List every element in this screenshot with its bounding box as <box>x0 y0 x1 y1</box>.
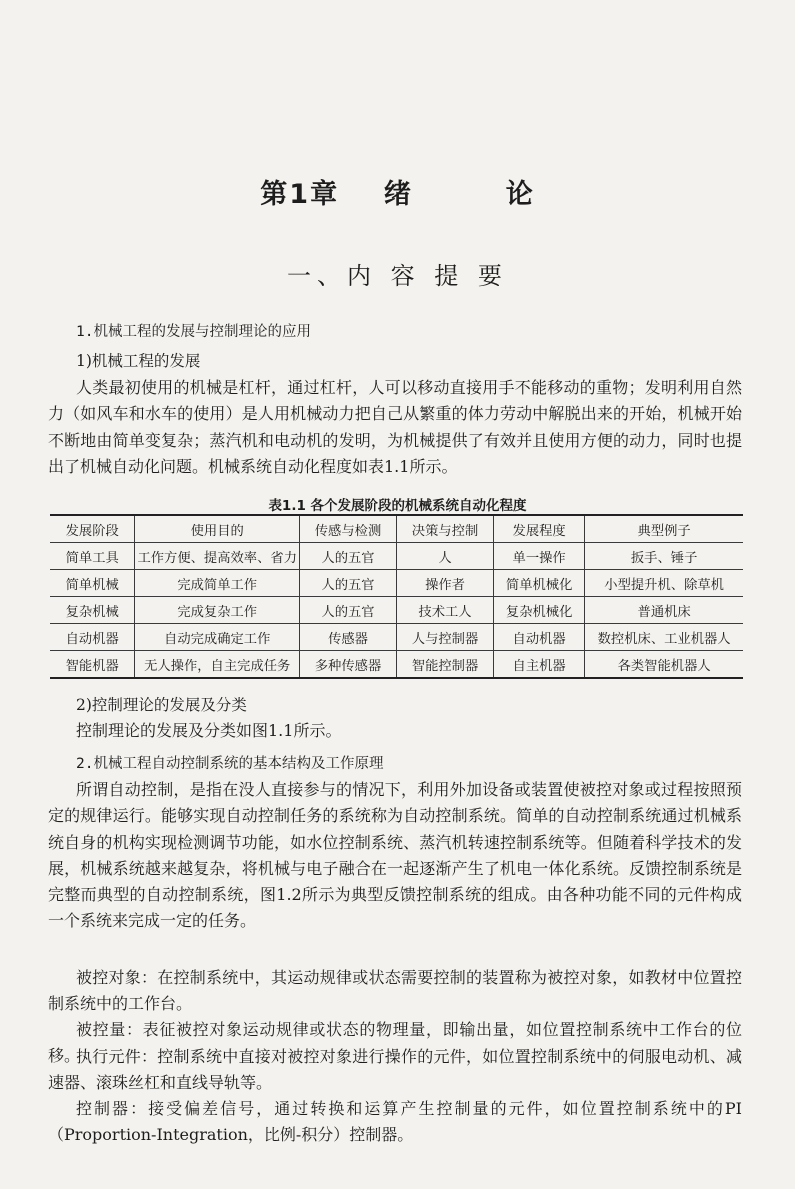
table-cell: 自动机器 <box>494 624 585 651</box>
table-cell: 技术工人 <box>397 597 494 624</box>
paragraph-2: 控制理论的发展及分类如图1.1所示。 <box>76 721 342 740</box>
table-cell: 完成复杂工作 <box>135 597 300 624</box>
paragraph-6: 执行元件：控制系统中直接对被控对象进行操作的元件，如位置控制系统中的伺服电动机、减速器、滚珠丝杠和直线导轨等。 <box>48 1047 742 1093</box>
table-cell: 人的五官 <box>300 543 397 570</box>
table-header-cell: 典型例子 <box>585 515 743 543</box>
heading-1: 1.机械工程的发展与控制理论的应用 <box>76 324 311 340</box>
paragraph-1: 人类最初使用的机械是杠杆，通过杠杆，人可以移动直接用手不能移动的重物；发明利用自然力（如风车和水车的使用）是人用机械动力把自己从繁重的体力劳动中解脱出来的开始，机械开始不断地由简单变复杂；蒸汽机和电动机的发明，为机械提供了有效并且使用方便的动力，同时也提出了机械自动化问题。机械系统自动化程度如表1.1所示。 <box>48 378 742 476</box>
table-header-cell: 传感与检测 <box>300 515 397 543</box>
table-cell: 传感器 <box>300 624 397 651</box>
chapter-title <box>0 172 795 211</box>
table-cell: 人与控制器 <box>397 624 494 651</box>
section-title: 一、内 容 提 要 <box>287 262 508 290</box>
table-row <box>50 543 743 570</box>
table-cell: 扳手、锤子 <box>585 543 743 570</box>
table-cell: 人 <box>397 543 494 570</box>
table-header-cell: 发展阶段 <box>50 515 135 543</box>
table-row <box>50 570 743 597</box>
table-cell: 人的五官 <box>300 597 397 624</box>
paragraph-4: 被控对象：在控制系统中，其运动规律或状态需要控制的装置称为被控对象，如教材中位置控制系统中的工作台。 <box>48 968 742 1014</box>
table-cell: 简单机械 <box>50 570 135 597</box>
table-cell: 简单工具 <box>50 543 135 570</box>
table-cell: 单一操作 <box>494 543 585 570</box>
table-cell: 自主机器 <box>494 651 585 679</box>
table-cell: 智能控制器 <box>397 651 494 679</box>
table-cell: 各类智能机器人 <box>585 651 743 679</box>
table-cell: 复杂机械 <box>50 597 135 624</box>
table-cell: 数控机床、工业机器人 <box>585 624 743 651</box>
chapter-title-char-2: 论 <box>505 179 535 210</box>
table-header-cell: 使用目的 <box>135 515 300 543</box>
subheading-1-1: 1)机械工程的发展 <box>76 352 201 370</box>
paragraph-3: 所谓自动控制，是指在没人直接参与的情况下，利用外加设备或装置使被控对象或过程按照预定的规律运行。能够实现自动控制任务的系统称为自动控制系统。简单的自动控制系统通过机械系统自身的机构实现检测调节功能，如水位控制系统、蒸汽机转速控制系统等。但随着科学技术的发展，机械系统越来越复杂，将机械与电子融合在一起逐渐产生了机电一体化系统。反馈控制系统是完整而典型的自动控制系统，图1.2所示为典型反馈控制系统的组成。由各种功能不同的元件构成一个系统来完成一定的任务。 <box>48 780 742 931</box>
table-cell: 操作者 <box>397 570 494 597</box>
subheading-1-2: 2)控制理论的发展及分类 <box>76 696 247 714</box>
table-cell: 人的五官 <box>300 570 397 597</box>
table-cell: 智能机器 <box>50 651 135 679</box>
table-header-cell: 决策与控制 <box>397 515 494 543</box>
table-row <box>50 624 743 651</box>
table-cell: 简单机械化 <box>494 570 585 597</box>
table-cell: 完成简单工作 <box>135 570 300 597</box>
table-row <box>50 651 743 679</box>
table-cell: 复杂机械化 <box>494 597 585 624</box>
table-cell: 自动机器 <box>50 624 135 651</box>
table-cell: 小型提升机、除草机 <box>585 570 743 597</box>
table-cell: 无人操作，自主完成任务 <box>135 651 300 679</box>
table-header-row <box>50 515 743 543</box>
table-cell: 自动完成确定工作 <box>135 624 300 651</box>
chapter-title-char-1: 绪 <box>383 179 413 210</box>
paragraph-5: 被控量：表征被控对象运动规律或状态的物理量，即输出量，如位置控制系统中工作台的位移。 <box>48 1020 742 1066</box>
heading-2: 2.机械工程自动控制系统的基本结构及工作原理 <box>76 756 384 772</box>
table-cell: 多种传感器 <box>300 651 397 679</box>
automation-table <box>50 514 743 679</box>
paragraph-7: 控制器：接受偏差信号，通过转换和运算产生控制量的元件，如位置控制系统中的PI（Proportion-Integration，比例-积分）控制器。 <box>48 1099 742 1145</box>
table-caption: 表1.1 各个发展阶段的机械系统自动化程度 <box>268 498 527 514</box>
table-cell: 普通机床 <box>585 597 743 624</box>
table-row <box>50 597 743 624</box>
chapter-number: 第1章 <box>260 179 340 210</box>
table-header-cell: 发展程度 <box>494 515 585 543</box>
table-cell: 工作方便、提高效率、省力 <box>135 543 300 570</box>
